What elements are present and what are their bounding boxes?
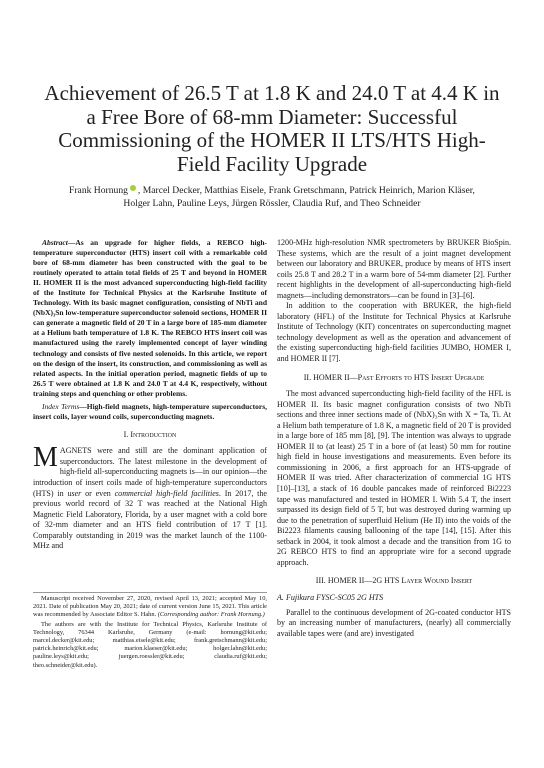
section-heading-intro [33, 430, 267, 441]
subsection-heading: A. Fujikura FYSC-SC05 2G HTS [277, 592, 384, 602]
body-paragraph: In addition to the cooperation with BRUKER, the high-field laboratory (HFL) of the Institute for Technical Physics at Karlsruhe Institute of Technology (KIT) concentrates on superconducting magnet technology development as well as the operation and advancement of the existing superconducting high-field facilities JUMBO, HOMER I, and HOMER II [7]. [277, 301, 511, 364]
index-terms [33, 402, 267, 422]
index-terms-text: —High-field magnets, high-temperature superconductors, insert coils, layer wound coils, superconducting magnets. [33, 401, 267, 421]
body-paragraph: Parallel to the continuous development of 2G-coated conductor HTS by an increasing number of manufacturers, (nearly) all commercially available tapes were (and are) investigated [277, 607, 511, 638]
drop-cap: M [33, 442, 58, 474]
abstract [33, 238, 267, 399]
body-paragraph: 1200-MHz high-resolution NMR spectrometers by BRUKER BioSpin. These systems, which are the result of a joint magnet development between our laboratory and BRUKER, produce by means of HTS insert coils 25.8 T and 28.2 T in a warm bore of 54-mm diameter [2]. Further recent highlights in the development of all-superconducting high-field magnets—including demonstrators—can be found in [3]–[6]. [277, 238, 511, 300]
section-heading-2: II. HOMER II—Past Efforts to HTS Insert Upgrade [303, 372, 485, 382]
section-numeral: I. [123, 429, 129, 439]
first-page-footnote [33, 592, 267, 671]
body-paragraph: The most advanced superconducting high-field facility of the HFL is HOMER II. Its basic magnet configuration consists of two NbTi sections and three inner sections made of (NbX)₃Sn with X = Ta, Ti. At a Helium bath temperature of 1.8 K, a magnetic field of 20 T is provided in a large bore of 185 mm [8], [9]. The intention was always to upgrade HOMER II to (at least) 25 T in a bore of (at least) 50 mm for routine high field in house investigations and measurements. Even before its commissioning in 2006, a first approach for an HTS-upgrade of HOMER II was tried. After characterization of commercial 1G HTS [10]–[13], a stack of 16 double pancakes made of reinforced Bi2223 tape was manufactured and tested in HOMER I. With 5.4 T, the insert surpassed its design field of 5 T, but was destroyed during warming up due to the penetration of superfluid Helium (He II) into the voids of the Bi2223 filaments causing ballooning of the tape [14], [15]. After this setback in 2004, it took almost a decade and the transition from 1G to 2G REBCO HTS to find an appropriate wire for a second upgrade approach. [277, 389, 511, 567]
section-title: Introduction [130, 429, 177, 439]
abstract-text: As an upgrade for higher fields, a REBCO high-temperature superconductor (HTS) insert coil with a remarkable cold bore of 68-mm diameter has been constructed with the goal to be routinely operated to attain total fields of 25 T and beyond in HOMER II. HOMER II is the most advanced superconducting high-field facility of the Institute for Technical Physics at the Karlsruhe Institute of Technology. With its basic magnet configuration, consisting of NbTi and (NbX)₃Sn low-temperature superconductor solenoid sections, HOMER II can generate a magnetic field of 20 T in a large bore of 185-mm diameter at a Helium bath temperature of 1.8 K. The REBCO HTS insert coil was manufactured using the rarely implemented concept of layer winding technology and consists of five nested solenoids. In this article, we report on the design of the insert, its construction, and commissioning as well as related aspects. In the initial operation period, magnetic fields of up to 26.5 T were obtained at 1.8 K and 24.0 T at 4.4 K, respectively, without training steps and quenching or other problems. [33, 238, 267, 398]
footnote-received: Manuscript received November 27, 2020, revised April 13, 2021; accepted May 10, 2021. Date of publication May 20, 2021; date of current version June 15, 2021. This article was recommended by Associate Editor S. Hahn. (Corresponding author: Frank Hornung.) [33, 595, 267, 619]
left-column [33, 238, 267, 552]
author-first: Frank Hornung [69, 185, 128, 196]
author-line2: Holger Lahn, Pauline Leys, Jürgen Rössler, Claudia Ruf, and Theo Schneider [123, 198, 421, 210]
abstract-label: Abstract— [42, 238, 76, 247]
orcid-icon [130, 185, 136, 191]
author-list [44, 184, 500, 211]
intro-paragraph: MAGNETS were and still are the dominant application of superconductors. The latest milestone in the development of high-field all-superconducting magnets is—in our opinion—the introduction of insert coils made of high-temperature superconductors (HTS) in user or even commercial high-field facilities. In 2017, the previous world record of 32 T was reached at the National High Magnetic Field Laboratory, Florida, by a user magnet with a cold bore of 32-mm diameter and an HTS field contribution of 17 T [1]. Comparably outstanding in 2019 was the market launch of the 1100-MHz and [33, 442, 267, 551]
author-line1-rest: , Marcel Decker, Matthias Eisele, Frank Gretschmann, Patrick Heinrich, Marion Kläser, [137, 185, 475, 196]
right-column [277, 238, 511, 639]
section-heading-3: III. HOMER II—2G HTS Layer Wound Insert [315, 576, 473, 586]
footnote-affiliation: The authors are with the Institute for Technical Physics, Karlsruhe Institute of Technology, 76344 Karlsruhe, Germany (e-mail: hornung@kit.edu; marcel.decker@kit.edu; matthias.eisele@kit.edu; frank.gretschmann@kit.edu; patrick.heinrich@kit.edu; marion.klaeser@kit.edu; holger.lahn@kit.edu; pauline.leys@kit.edu; juergen.roessler@kit.edu; claudia.ruf@kit.edu; theo.schneider@kit.edu). [33, 620, 267, 669]
index-terms-label: Index Terms [42, 401, 80, 411]
paper-title: Achievement of 26.5 T at 1.8 K and 24.0 T at 4.4 K in a Free Bore of 68-mm Diameter: Successful Commissioning of the HOMER II LTS/HTS High-Field Facility Upgrade [44, 81, 500, 176]
